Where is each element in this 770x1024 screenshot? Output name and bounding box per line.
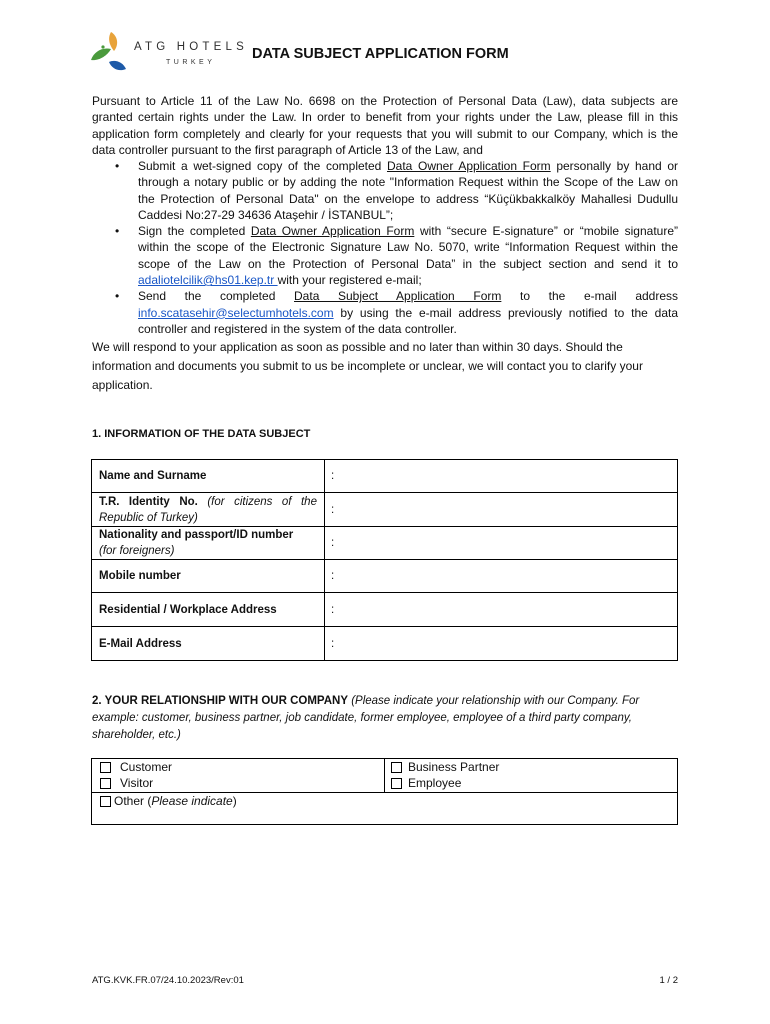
list-item xyxy=(92,223,678,288)
name-field[interactable]: : xyxy=(324,460,677,493)
list-item xyxy=(92,288,678,337)
intro-paragraph: Pursuant to Article 11 of the Law No. 6698 on the Protection of Personal Data (Law), data subjects are granted certain rights under the Law. In order to benefit from your rights under the Law, please fill in this application form completely and clearly for your requests that you will submit to our Company, which is the data controller pursuant to the first paragraph of Article 13 of the Law, and xyxy=(92,94,678,157)
section-2-title: 2. YOUR RELATIONSHIP WITH OUR COMPANY xyxy=(92,695,348,707)
kep-email-link[interactable]: adaliotelcilik@hs01.kep.tr xyxy=(138,273,278,288)
field-note: (for citizens of the Republic of Turkey) xyxy=(99,495,317,524)
checkbox-icon[interactable] xyxy=(391,778,402,789)
form-reference: Data Subject Application Form xyxy=(294,289,502,304)
relationship-options-table xyxy=(91,758,678,825)
checkbox-label: Employee xyxy=(408,776,462,790)
bullet-text: Sign the completed xyxy=(138,224,251,239)
table-row xyxy=(92,593,678,627)
leaf-logo-icon xyxy=(88,30,134,74)
field-label: Name and Surname xyxy=(92,460,325,493)
email-field[interactable]: : xyxy=(324,627,677,661)
checkbox-note: Please indicate xyxy=(151,794,233,808)
visitor-checkbox[interactable] xyxy=(100,776,153,790)
passport-number-field[interactable]: : xyxy=(324,527,677,560)
closing-paragraph: We will respond to your application as soon as possible and no later than within 30 days. Should the information and documents you submit to us be incomplete or unclear, we will contact you to clarify your application. xyxy=(92,340,643,392)
form-reference: Data Owner Application Form xyxy=(387,159,551,173)
logo-subtitle: TURKEY xyxy=(166,59,216,66)
form-title: DATA SUBJECT APPLICATION FORM xyxy=(252,46,509,62)
field-label: E-Mail Address xyxy=(92,627,325,661)
bullet-text: with your registered e-mail; xyxy=(277,273,422,288)
business-partner-checkbox[interactable] xyxy=(391,760,499,774)
section-1-heading: 1. INFORMATION OF THE DATA SUBJECT xyxy=(92,428,311,440)
address-field[interactable]: : xyxy=(324,593,677,627)
checkbox-icon[interactable] xyxy=(100,778,111,789)
bullet-icon: • xyxy=(115,289,120,304)
list-item xyxy=(92,158,678,223)
field-label: T.R. Identity No. (for citizens of the Republic of Turkey) xyxy=(92,493,325,527)
form-reference: Data Owner Application Form xyxy=(250,224,415,239)
bullet-text: Send the completed xyxy=(138,289,295,304)
bullet-text: with “secure E-signature” or “mobile signature” within the scope of the Electronic Signature Law No. 5070, write “Information Request within the scope of the Law on the Protection of Personal Data” in the subject section and send it to xyxy=(138,224,678,271)
table-row xyxy=(92,460,678,493)
table-row xyxy=(92,627,678,661)
table-row xyxy=(92,527,678,560)
checkbox-label: Other ( xyxy=(114,794,152,808)
bullet-text: Submit a wet-signed copy of the completed xyxy=(138,159,387,173)
document-code: ATG.KVK.FR.07/24.10.2023/Rev:01 xyxy=(92,975,244,986)
logo-wordmark: ATG HOTELS xyxy=(134,41,248,53)
section-2-note: (Please indicate your relationship with our Company. For example: customer, business partner, job candidate, former employee, employee of a third party company, shareholder, etc.) xyxy=(92,695,640,741)
checkbox-icon[interactable] xyxy=(100,796,111,807)
identity-number-field[interactable]: : xyxy=(324,493,677,527)
field-label: Nationality and passport/ID number (for foreigners) xyxy=(92,527,325,560)
bullet-text: by using the e-mail address previously notified to the data controller and registered in the system of the data controller. xyxy=(138,305,678,336)
checkbox-label: Visitor xyxy=(120,776,154,790)
company-logo xyxy=(88,30,253,74)
checkbox-label: Customer xyxy=(120,760,173,774)
mobile-number-field[interactable]: : xyxy=(324,560,677,593)
checkbox-icon[interactable] xyxy=(391,762,402,773)
other-checkbox[interactable] xyxy=(100,794,237,808)
bullet-icon: • xyxy=(115,159,120,173)
column-divider xyxy=(384,759,385,792)
checkbox-label: ) xyxy=(232,794,237,808)
submission-methods-list xyxy=(92,158,678,337)
employee-checkbox[interactable] xyxy=(391,776,461,790)
data-subject-info-table xyxy=(91,459,678,661)
field-label: Residential / Workplace Address xyxy=(92,593,325,627)
bullet-icon: • xyxy=(115,224,120,239)
checkbox-icon[interactable] xyxy=(100,762,111,773)
section-2-heading xyxy=(92,693,678,744)
field-label: Mobile number xyxy=(92,560,325,593)
bullet-text: personally by hand or through a notary public or by adding the note "Information Request within the Scope of the Law on the Protection of Personal Data" on the envelope to address “Küçükbakkalköy Mahallesi Dudullu Caddesi No:27-29 34636 Ataşehir / İSTANBUL”; xyxy=(138,159,679,222)
customer-checkbox[interactable] xyxy=(100,760,172,774)
table-row xyxy=(92,560,678,593)
page-number: 1 / 2 xyxy=(659,975,678,986)
info-email-link[interactable]: info.scatasehir@selectumhotels.com xyxy=(138,305,334,320)
bullet-text: to the e-mail address xyxy=(501,289,679,304)
row-divider xyxy=(92,792,677,793)
checkbox-label: Business Partner xyxy=(408,760,500,774)
table-row xyxy=(92,493,678,527)
field-note: (for foreigners) xyxy=(99,545,175,557)
